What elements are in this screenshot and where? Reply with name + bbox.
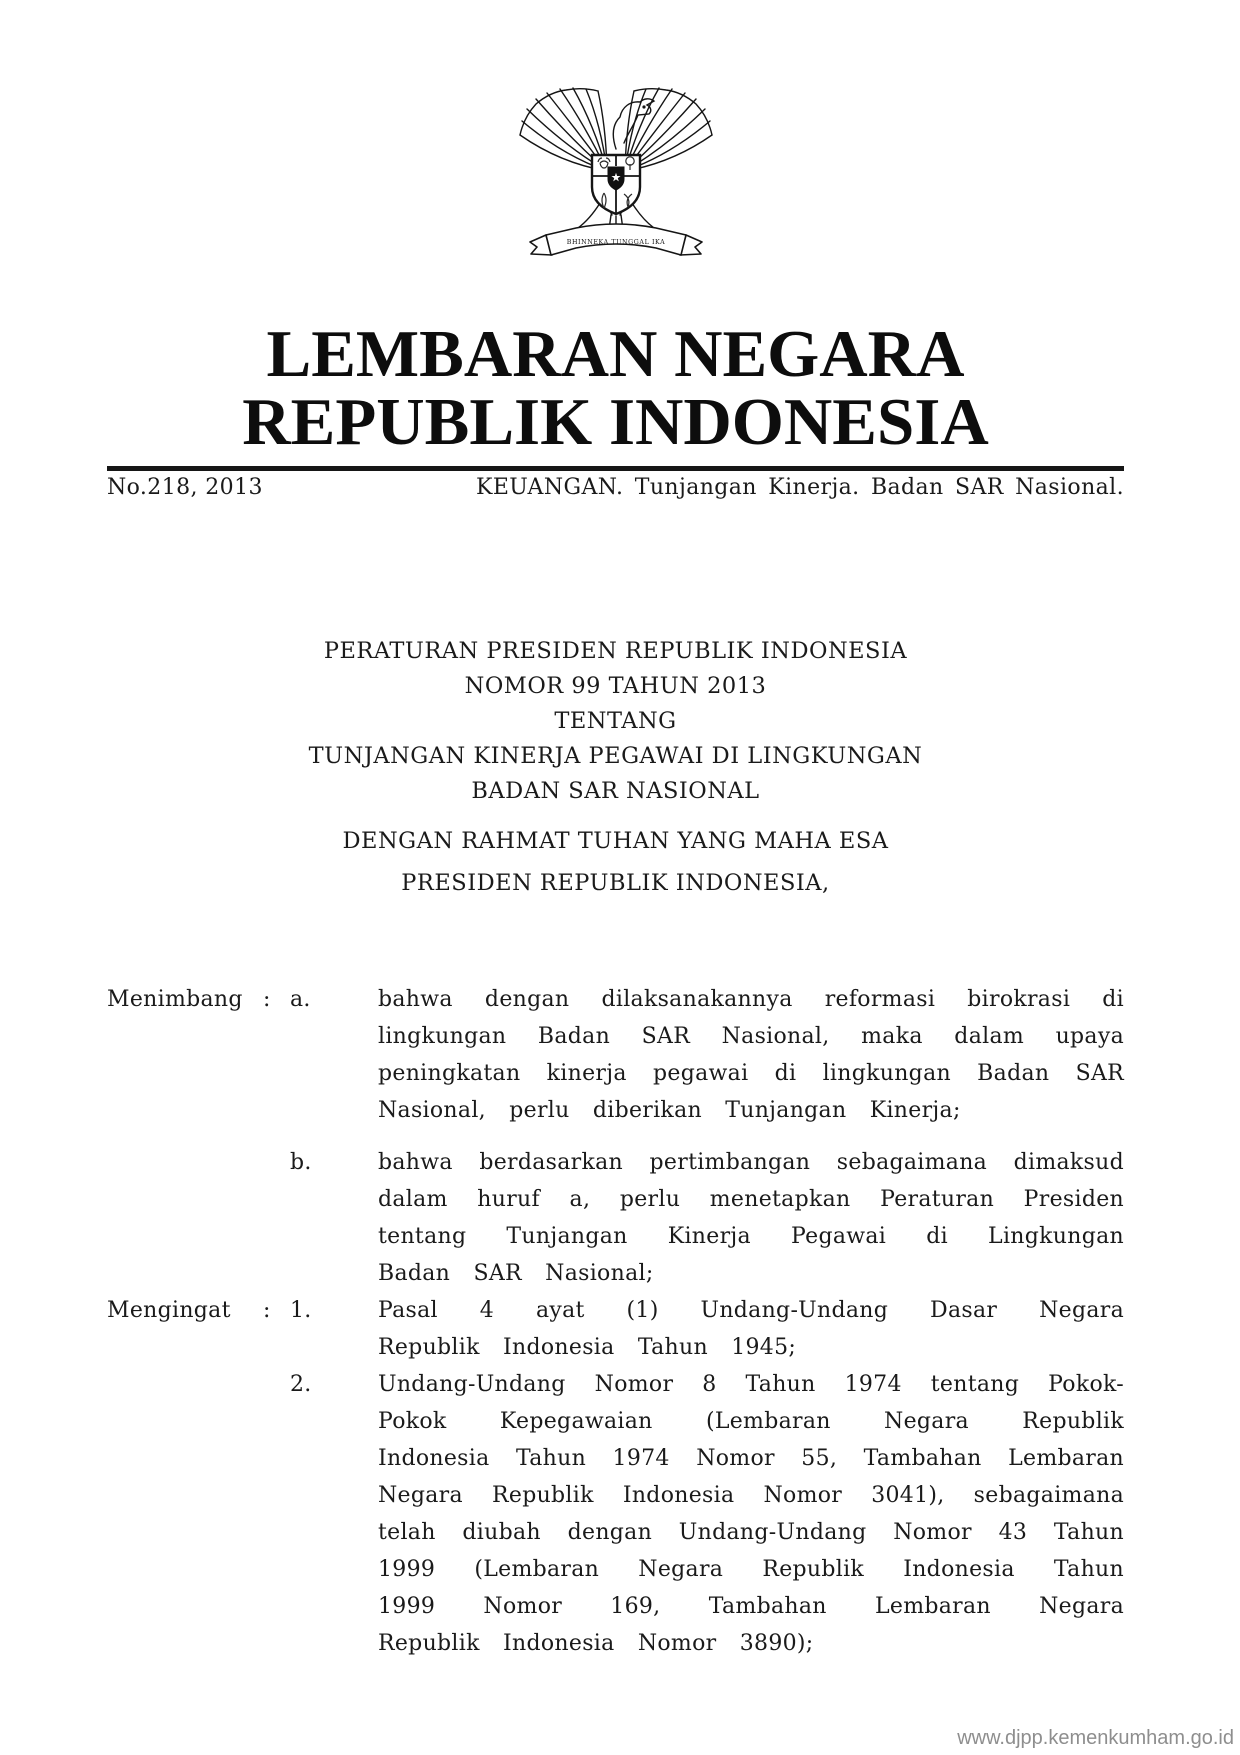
item-marker-a: a. bbox=[290, 987, 311, 1012]
gazette-subject: KEUANGAN. Tunjangan Kinerja. Badan SAR Nasional. bbox=[476, 475, 1124, 500]
item-text-b: bahwa berdasarkan pertimbangan sebagaimana dimaksud dalam huruf a, perlu menetapkan Peraturan Presiden tentang Tunjangan Kinerja Pegawai di Lingkungan Badan SAR Nasional; bbox=[378, 1150, 1124, 1286]
colon-separator bbox=[263, 1144, 290, 1292]
masthead-title bbox=[107, 317, 1124, 459]
act-heading-line-2: NOMOR 99 TAHUN 2013 bbox=[464, 673, 767, 699]
item-text-a: bahwa dengan dilaksanakannya reformasi birokrasi di lingkungan Badan SAR Nasional, maka dalam upaya peningkatan kinerja pegawai di lingkungan Badan SAR Nasional, perlu diberikan Tunjangan Kinerja; bbox=[378, 987, 1124, 1123]
emblem-motto-text: BHINNEKA TUNGGAL IKA bbox=[566, 239, 666, 246]
section-label-blank bbox=[107, 1144, 263, 1292]
colon-separator: : bbox=[263, 1298, 271, 1323]
item-text-2: Undang-Undang Nomor 8 Tahun 1974 tentang Pokok-Pokok Kepegawaian (Lembaran Negara Republik Indonesia Tahun 1974 Nomor 55, Tambahan Lembaran Negara Republik Indonesia Nomor 3041), sebagaimana telah diubah dengan Undang-Undang Nomor 43 Tahun 1999 (Lembaran Negara Republik Indonesia Tahun 1999 Nomor 169, Tambahan Lembaran Negara Republik Indonesia Nomor 3890); bbox=[378, 1372, 1124, 1656]
act-heading-line-4: TUNJANGAN KINERJA PEGAWAI DI LINGKUNGAN bbox=[308, 743, 923, 769]
item-marker-1: 1. bbox=[290, 1298, 312, 1323]
consideration-row-b bbox=[107, 1144, 1124, 1292]
invocation-line: DENGAN RAHMAT TUHAN YANG MAHA ESA bbox=[342, 828, 889, 854]
legal-basis-row-1 bbox=[107, 1292, 1124, 1366]
item-marker-2: 2. bbox=[290, 1372, 312, 1397]
act-heading-line-3: TENTANG bbox=[554, 708, 677, 734]
section-label-blank bbox=[107, 1366, 263, 1662]
masthead-rule bbox=[107, 466, 1124, 471]
legal-basis-row-2 bbox=[107, 1366, 1124, 1662]
act-heading-line-5: BADAN SAR NASIONAL bbox=[471, 778, 760, 804]
gazette-number: No.218, 2013 bbox=[107, 475, 263, 500]
colon-separator bbox=[263, 1366, 290, 1662]
actor-line: PRESIDEN REPUBLIK INDONESIA, bbox=[401, 870, 830, 896]
act-heading-line-1: PERATURAN PRESIDEN REPUBLIK INDONESIA bbox=[323, 638, 908, 664]
item-marker-b: b. bbox=[290, 1150, 312, 1175]
section-label-mengingat: Mengingat bbox=[107, 1298, 231, 1323]
masthead-title-line1: LEMBARAN NEGARA bbox=[266, 317, 965, 391]
colon-separator: : bbox=[263, 987, 271, 1012]
footer-watermark-url: www.djpp.kemenkumham.go.id bbox=[957, 1727, 1234, 1749]
consideration-row-a bbox=[107, 981, 1124, 1129]
garuda-emblem-svg bbox=[516, 86, 716, 276]
item-text-1: Pasal 4 ayat (1) Undang-Undang Dasar Negara Republik Indonesia Tahun 1945; bbox=[378, 1298, 1124, 1360]
section-label-menimbang: Menimbang bbox=[107, 987, 243, 1012]
garuda-emblem bbox=[516, 86, 716, 276]
act-heading bbox=[107, 634, 1124, 809]
masthead-title-line2: REPUBLIK INDONESIA bbox=[242, 385, 989, 459]
